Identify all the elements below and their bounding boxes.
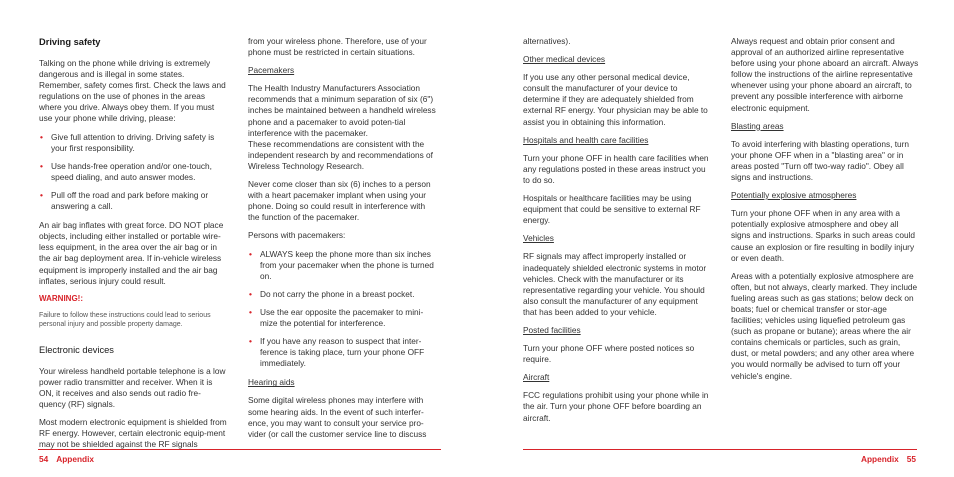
continued-text: from your wireless phone. Therefore, use of your phone must be restricted in certain situations. xyxy=(248,36,427,58)
column-4 xyxy=(731,36,919,389)
footer-right xyxy=(861,454,916,464)
electronic-devices-heading: Electronic devices xyxy=(39,344,114,355)
footer-section-label: Appendix xyxy=(860,454,899,464)
footer-section-label: Appendix xyxy=(56,454,95,464)
posted-facilities-heading: Posted facilities xyxy=(523,324,581,335)
page-number: 54 xyxy=(39,454,49,464)
hospitals-heading: Hospitals and health care facilities xyxy=(523,134,649,145)
bullet-icon: • xyxy=(40,160,43,171)
bullet-icon: • xyxy=(40,131,43,142)
driving-bullets xyxy=(39,132,227,213)
bullet-icon: • xyxy=(249,248,252,259)
blasting-areas-paragraph: To avoid interfering with blasting operations, turn your phone OFF when in a "blasting area" or in areas posted "Turn off two-way radio". Obey all signs and instructions. xyxy=(731,138,910,183)
warning-title: WARNING!: xyxy=(39,293,83,303)
bullet-icon: • xyxy=(249,336,252,347)
footer-divider-right xyxy=(523,449,917,450)
explosive-paragraph-1: Turn your phone OFF when in any area with a potentially explosive atmosphere and obey all signs and instructions. Sparks in such areas could cause an explosion or fire resulting in bodily injury or even death. xyxy=(731,208,916,263)
continued-text: Always request and obtain prior consent and approval of an authorized airline representative before using your phone aboard an aircraft. Always follow the instructions of the airline representative whenever using your phone aboard an aircraft, to prevent any possible interference with airborne electronic equipment. xyxy=(731,36,919,113)
driving-safety-heading: Driving safety xyxy=(39,37,101,47)
warning-text: Failure to follow these instructions could lead to serious personal injury and possible property damage. xyxy=(39,311,211,329)
list-item: • Give full attention to driving. Driving safety is your first responsibility. xyxy=(40,131,215,153)
page-number: 55 xyxy=(906,454,916,464)
hearing-aids-paragraph: Some digital wireless phones may interfere with some hearing aids. In the event of such interfer-ence, you may want to consult your service pro-vider (or call the customer service line to discuss xyxy=(248,395,427,439)
pacemakers-paragraph-1b: These recommendations are consistent with the independent research by and recommendations of Wireless Technology Research. xyxy=(248,138,433,171)
posted-facilities-paragraph: Turn your phone OFF where posted notices so require. xyxy=(523,343,695,365)
list-item: • If you have any reason to suspect that inter-ference is taking place, turn your phone OFF immediately. xyxy=(249,336,425,369)
other-medical-paragraph: If you use any other personal medical device, consult the manufacturer of your device to determine if they are adequately shielded from external RF energy. Your physician may be able to assist you in obtaining this information. xyxy=(523,72,708,127)
list-item: • Pull off the road and park before making or answering a call. xyxy=(40,189,209,212)
continued-text: alternatives). xyxy=(523,36,571,46)
column-1 xyxy=(39,36,227,457)
list-item: • ALWAYS keep the phone more than six inches from your pacemaker when the phone is turned on. xyxy=(249,248,434,281)
aircraft-paragraph: FCC regulations prohibit using your phone while in the air. Turn your phone OFF before boarding an aircraft. xyxy=(523,390,709,423)
footer-left xyxy=(39,454,94,464)
list-item: • Use the ear opposite the pacemaker to mini-mize the potential for interference. xyxy=(249,306,424,328)
pacemakers-heading: Pacemakers xyxy=(248,65,295,76)
blasting-areas-heading: Blasting areas xyxy=(731,120,784,131)
pacemakers-bullets xyxy=(248,249,436,370)
bullet-icon: • xyxy=(249,306,252,317)
bullet-icon: • xyxy=(249,288,252,299)
electronic-paragraph-2: Most modern electronic equipment is shielded from RF energy. However, certain electronic equip-ment may not be shielded against the RF signals xyxy=(39,417,227,450)
pacemakers-paragraph-3: Persons with pacemakers: xyxy=(248,230,346,241)
vehicles-heading: Vehicles xyxy=(523,233,554,244)
list-item: • Do not carry the phone in a breast pocket. xyxy=(249,288,415,299)
hospitals-paragraph-1: Turn your phone OFF in health care facilities when any regulations posted in these areas instruct you to do so. xyxy=(523,152,709,185)
vehicles-paragraph: RF signals may affect improperly installed or inadequately shielded electronic systems in motor vehicles. Check with the manufacturer or its representative regarding your vehicle. You should also consult the manufacturer of any equipment that has been added to your vehicle. xyxy=(523,251,707,317)
pacemakers-paragraph-2: Never come closer than six (6) inches to a person with a heart pacemaker implant when using your phone. Doing so could result in interference with the function of the pacemaker. xyxy=(248,179,431,223)
driving-intro: Talking on the phone while driving is extremely dangerous and is illegal in some states. Remember, safety comes first. Check the laws and regulations on the use of phones in the areas where you drive. Always obey them. If you must use your phone while driving, please: xyxy=(39,58,226,124)
column-2 xyxy=(248,36,436,447)
airbag-paragraph: An air bag inflates with great force. DO NOT place objects, including either installed or portable wire-less equipment, in the area over the air bag or in the air bag deployment area. If in-vehicle wireless equipment is improperly installed and the air bag inflates, serious injury could result. xyxy=(39,220,224,286)
bullet-icon: • xyxy=(40,189,43,200)
list-item: • Use hands-free operation and/or one-touch, speed dialing, and auto answer modes. xyxy=(40,160,212,182)
explosive-atmospheres-heading: Potentially explosive atmospheres xyxy=(731,190,857,201)
hospitals-paragraph-2: Hospitals or healthcare facilities may be using equipment that could be sensitive to external RF energy. xyxy=(523,193,701,226)
pacemakers-paragraph-1: The Health Industry Manufacturers Association recommends that a minimum separation of six (6") inches be maintained between a handheld wireless phone and a pacemaker to avoid poten-tial interference with the pacemaker. xyxy=(248,83,436,138)
hearing-aids-heading: Hearing aids xyxy=(248,377,295,388)
electronic-paragraph-1: Your wireless handheld portable telephone is a low power radio transmitter and receiver. When it is ON, it receives and also sends out radio fre-quency (RF) signals. xyxy=(39,365,226,409)
other-medical-heading: Other medical devices xyxy=(523,54,606,65)
column-3 xyxy=(523,36,711,431)
explosive-paragraph-2: Areas with a potentially explosive atmosphere are often, but not always, clearly marked. They include fueling areas such as gas stations; below deck on boats; fuel or chemical transfer or stor-age facilities; vehicles using liquefied petroleum gas (such as propane or butane); areas where the air contains chemicals or particles, such as grain, dust, or metal powders; and any other area where you would normally be advised to turn off your vehicle's engine. xyxy=(731,270,918,381)
footer-divider-left xyxy=(38,449,441,450)
aircraft-heading: Aircraft xyxy=(523,372,550,383)
